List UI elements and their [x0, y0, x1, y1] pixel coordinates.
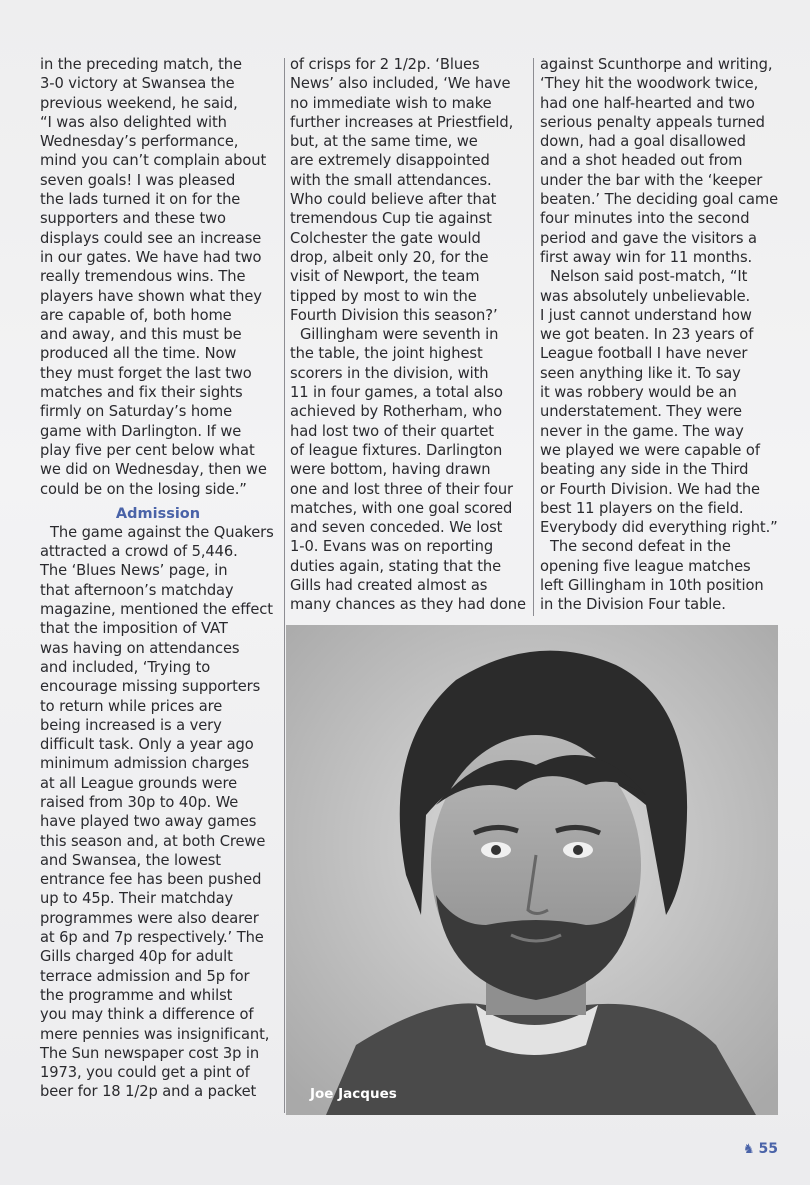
text-line: to return while prices are: [40, 697, 223, 715]
text-line: minimum admission charges: [40, 755, 250, 773]
text-line: attracted a crowd of 5,446.: [40, 543, 238, 561]
text-line: matches and fix their sights: [40, 384, 243, 402]
text-line: at all League grounds were: [40, 774, 238, 792]
photo-caption: Joe Jacques: [310, 1086, 397, 1102]
text-line: Nelson said post-match, “It: [550, 268, 748, 286]
text-line: Everybody did everything right.”: [540, 519, 778, 537]
text-line: Gills had created almost as: [290, 577, 488, 595]
text-line: had lost two of their quartet: [290, 422, 494, 440]
text-line: first away win for 11 months.: [540, 248, 753, 266]
text-line: down, had a goal disallowed: [540, 133, 746, 151]
text-line: players have shown what they: [40, 287, 262, 305]
text-line: achieved by Rotherham, who: [290, 403, 502, 421]
text-line: Gillingham were seventh in: [300, 326, 499, 344]
text-line: this season and, at both Crewe: [40, 832, 266, 850]
text-line: are extremely disappointed: [290, 152, 490, 170]
text-line: in our gates. We have had two: [40, 248, 262, 266]
section-subheading: Admission: [115, 505, 201, 522]
text-line: was having on attendances: [40, 639, 240, 657]
article-column-3: [540, 55, 780, 615]
text-line: ‘They hit the woodwork twice,: [540, 75, 759, 93]
article-column-2: [290, 55, 530, 615]
text-line: The second defeat in the: [550, 538, 731, 556]
text-line: under the bar with the ‘keeper: [540, 171, 763, 189]
text-line: 1973, you could get a pint of: [40, 1064, 250, 1082]
text-line: with the small attendances.: [290, 171, 492, 189]
text-line: are capable of, both home: [40, 306, 232, 324]
text-line: produced all the time. Now: [40, 345, 237, 363]
player-photo: [286, 625, 778, 1115]
column-rule: [533, 58, 534, 616]
text-line: The game against the Quakers: [50, 523, 274, 541]
text-line: never in the game. The way: [540, 422, 744, 440]
page-footer: [743, 1141, 778, 1157]
text-line: beating any side in the Third: [540, 461, 749, 479]
text-line: seen anything like it. To say: [540, 364, 741, 382]
text-line: at 6p and 7p respectively.’ The: [40, 929, 264, 947]
text-line: Fourth Division this season?’: [290, 306, 498, 324]
text-line: and a shot headed out from: [540, 152, 743, 170]
text-line: one and lost three of their four: [290, 480, 513, 498]
text-line: terrace admission and 5p for: [40, 967, 250, 985]
page-number: 55: [758, 1141, 778, 1157]
text-line: have played two away games: [40, 813, 257, 831]
text-line: we got beaten. In 23 years of: [540, 326, 754, 344]
text-line: displays could see an increase: [40, 229, 262, 247]
text-line: many chances as they had done: [290, 596, 526, 614]
text-line: it was robbery would be an: [540, 384, 737, 402]
text-line: 3-0 victory at Swansea the: [40, 75, 235, 93]
text-line: that the imposition of VAT: [40, 620, 228, 638]
text-line: left Gillingham in 10th position: [540, 577, 764, 595]
text-line: 11 in four games, a total also: [290, 384, 503, 402]
text-line: and Swansea, the lowest: [40, 851, 221, 869]
text-line: you may think a difference of: [40, 1006, 254, 1024]
text-line: and away, and this must be: [40, 326, 242, 344]
text-line: scorers in the division, with: [290, 364, 489, 382]
text-line: drop, albeit only 20, for the: [290, 248, 489, 266]
text-line: of league fixtures. Darlington: [290, 441, 503, 459]
text-line: magazine, mentioned the effect: [40, 601, 273, 619]
text-line: further increases at Priestfield,: [290, 113, 514, 131]
horse-logo-icon: ♞: [742, 1142, 755, 1157]
text-line: firmly on Saturday’s home: [40, 403, 233, 421]
text-line: against Scunthorpe and writing,: [540, 56, 773, 73]
text-line: Who could believe after that: [290, 191, 497, 209]
text-line: and seven conceded. We lost: [290, 519, 503, 537]
text-line: game with Darlington. If we: [40, 422, 242, 440]
text-line: opening five league matches: [540, 557, 751, 575]
text-line: four minutes into the second: [540, 210, 750, 228]
text-line: difficult task. Only a year ago: [40, 736, 254, 754]
text-line: mind you can’t complain about: [40, 152, 267, 170]
text-line: up to 45p. Their matchday: [40, 890, 234, 908]
text-line: beaten.’ The deciding goal came: [540, 191, 779, 209]
text-line: but, at the same time, we: [290, 133, 478, 151]
text-line: the programme and whilst: [40, 986, 233, 1004]
text-line: really tremendous wins. The: [40, 268, 246, 286]
text-line: The ‘Blues News’ page, in: [40, 562, 228, 580]
text-line: beer for 18 1/2p and a packet: [40, 1083, 257, 1101]
text-line: were bottom, having drawn: [290, 461, 491, 479]
text-line: the table, the joint highest: [290, 345, 483, 363]
text-line: mere pennies was insignificant,: [40, 1025, 270, 1043]
text-line: Gills charged 40p for adult: [40, 948, 233, 966]
text-line: play five per cent below what: [40, 441, 255, 459]
text-line: 1-0. Evans was on reporting: [290, 538, 494, 556]
text-line: raised from 30p to 40p. We: [40, 793, 239, 811]
text-line: Wednesday’s performance,: [40, 133, 239, 151]
text-line: “I was also delighted with: [40, 113, 227, 131]
text-line: Colchester the gate would: [290, 229, 481, 247]
column-rule: [284, 58, 285, 1113]
text-line: the lads turned it on for the: [40, 191, 241, 209]
text-line: supporters and these two: [40, 210, 226, 228]
text-line: serious penalty appeals turned: [540, 113, 765, 131]
text-line: could be on the losing side.”: [40, 480, 247, 498]
text-line: and included, ‘Trying to: [40, 658, 211, 676]
text-line: we played we were capable of: [540, 441, 760, 459]
portrait-illustration: [286, 625, 778, 1115]
text-line: we did on Wednesday, then we: [40, 461, 267, 479]
text-line: visit of Newport, the team: [290, 268, 480, 286]
text-line: League football I have never: [540, 345, 748, 363]
text-line: previous weekend, he said,: [40, 94, 238, 112]
text-line: The Sun newspaper cost 3p in: [40, 1044, 260, 1062]
text-line: in the preceding match, the: [40, 56, 242, 73]
article-column-1: [40, 55, 276, 1102]
text-line: in the Division Four table.: [540, 596, 726, 614]
text-line: period and gave the visitors a: [540, 229, 757, 247]
text-line: no immediate wish to make: [290, 94, 492, 112]
text-line: matches, with one goal scored: [290, 499, 513, 517]
text-line: they must forget the last two: [40, 364, 252, 382]
text-line: encourage missing supporters: [40, 678, 261, 696]
text-line: understatement. They were: [540, 403, 742, 421]
text-line: News’ also included, ‘We have: [290, 75, 511, 93]
text-line: of crisps for 2 1/2p. ‘Blues: [290, 56, 480, 73]
text-line: seven goals! I was pleased: [40, 171, 236, 189]
text-line: best 11 players on the field.: [540, 499, 744, 517]
text-line: entrance fee has been pushed: [40, 871, 262, 889]
text-line: being increased is a very: [40, 716, 222, 734]
text-line: I just cannot understand how: [540, 306, 752, 324]
text-line: that afternoon’s matchday: [40, 581, 234, 599]
text-line: or Fourth Division. We had the: [540, 480, 760, 498]
text-line: tipped by most to win the: [290, 287, 477, 305]
text-line: was absolutely unbelievable.: [540, 287, 751, 305]
text-line: duties again, stating that the: [290, 557, 502, 575]
text-line: programmes were also dearer: [40, 909, 259, 927]
text-line: tremendous Cup tie against: [290, 210, 492, 228]
text-line: had one half-hearted and two: [540, 94, 755, 112]
